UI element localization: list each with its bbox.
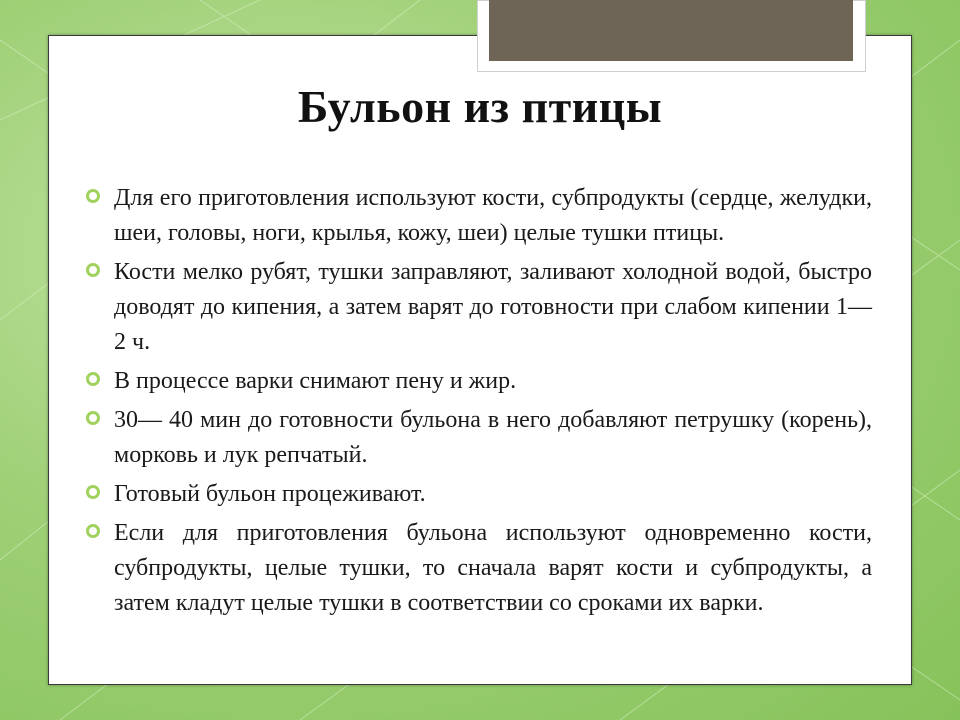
bullet-item xyxy=(84,364,872,399)
circle-bullet-icon xyxy=(86,411,100,425)
bullet-item xyxy=(84,516,872,621)
bullet-item xyxy=(84,403,872,473)
bullet-list xyxy=(84,181,872,625)
bullet-text: Для его приготовления используют кости, субпродукты (сердце, желудки, шеи, головы, ноги, крылья, кожу, шеи) целые тушки птицы. xyxy=(114,185,872,246)
circle-bullet-icon xyxy=(86,485,100,499)
bullet-text: Если для приготовления бульона используют одновременно кости, субпродукты, целые тушки, то сначала варят кости и субпродукты, а затем кладут целые тушки в соответствии со сроками их варки. xyxy=(114,520,872,616)
bullet-item xyxy=(84,477,872,512)
bullet-text: Кости мелко рубят, тушки заправляют, заливают холодной водой, быстро доводят до кипения, а затем варят до готовности при слабом кипении 1—2 ч. xyxy=(114,259,872,355)
circle-bullet-icon xyxy=(86,372,100,386)
circle-bullet-icon xyxy=(86,263,100,277)
bullet-text: В процессе варки снимают пену и жир. xyxy=(114,368,517,394)
bullet-item xyxy=(84,181,872,251)
bullet-item xyxy=(84,255,872,360)
bullet-text: Готовый бульон процеживают. xyxy=(114,481,426,507)
circle-bullet-icon xyxy=(86,189,100,203)
slide-title: Бульон из птицы xyxy=(297,81,663,132)
decorative-tab-block xyxy=(489,0,853,61)
bullet-text: 30— 40 мин до готовности бульона в него добавляют петрушку (корень), морковь и лук репчатый. xyxy=(114,407,872,468)
circle-bullet-icon xyxy=(86,524,100,538)
